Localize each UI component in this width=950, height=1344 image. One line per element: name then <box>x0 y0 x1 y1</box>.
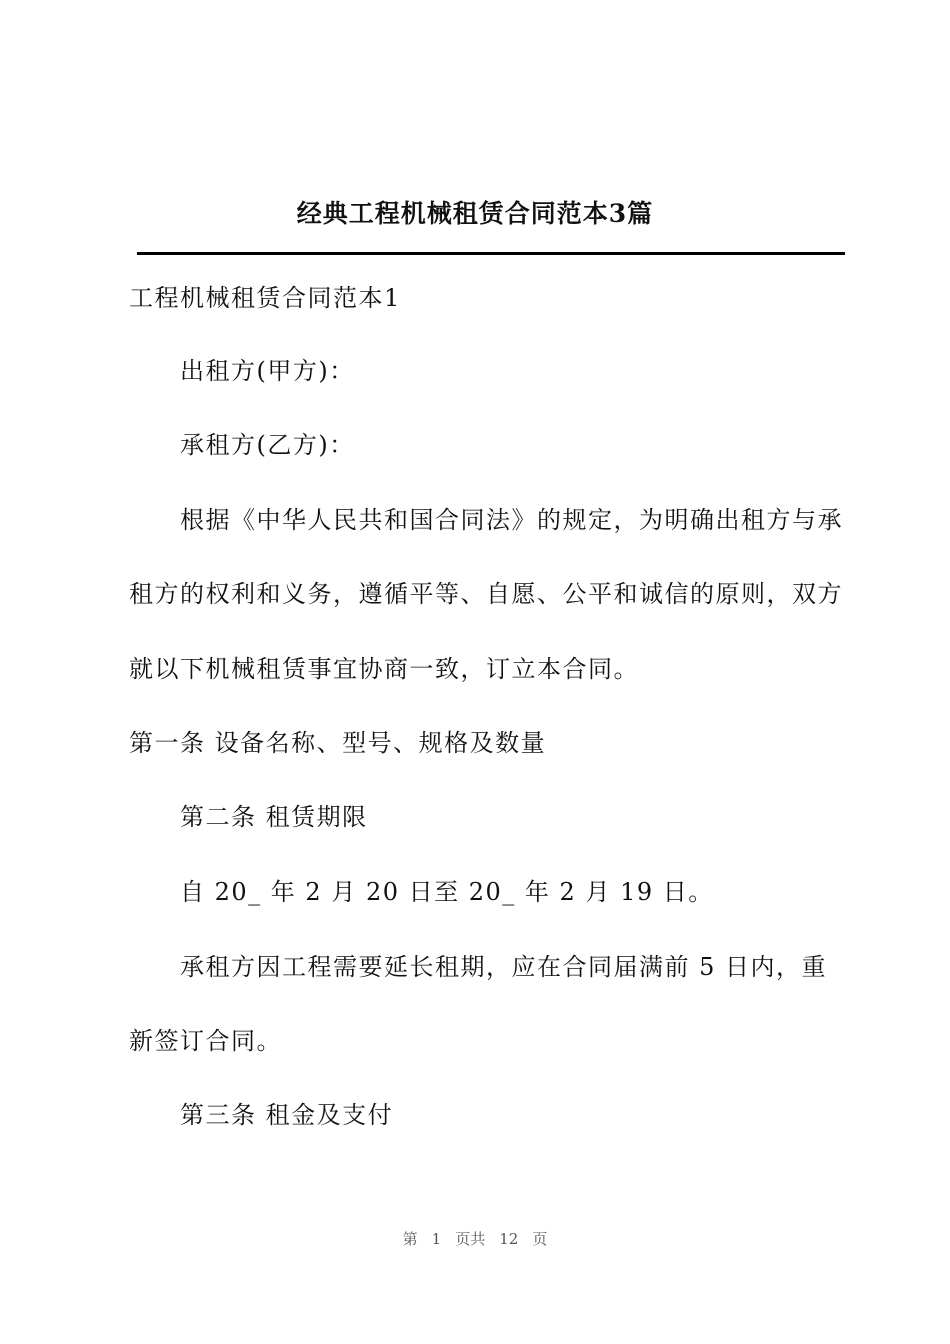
article-heading: 第三条 租金及支付 <box>180 1101 394 1129</box>
footer-suffix: 页 <box>532 1230 548 1248</box>
paragraph-line: 新签订合同。 <box>129 1027 282 1055</box>
title-underline <box>137 252 845 255</box>
section-heading: 工程机械租赁合同范本1 <box>129 284 401 312</box>
lease-term-line: 自 20_ 年 2 月 20 日至 20_ 年 2 月 19 日。 <box>180 878 714 906</box>
article-heading: 第二条 租赁期限 <box>180 803 368 831</box>
footer-middle: 页共 <box>455 1230 486 1248</box>
paragraph-line: 就以下机械租赁事宜协商一致，订立本合同。 <box>129 655 639 683</box>
article-heading: 第一条 设备名称、型号、规格及数量 <box>129 729 547 757</box>
footer-total-pages: 12 <box>499 1230 519 1248</box>
footer-prefix: 第 <box>402 1230 418 1248</box>
lessee-line: 承租方(乙方)： <box>180 431 355 459</box>
paragraph-line: 承租方因工程需要延长租期，应在合同届满前 5 日内，重 <box>180 953 828 981</box>
page-footer <box>0 1229 950 1249</box>
lessor-line: 出租方(甲方)： <box>180 357 355 385</box>
footer-page-number: 1 <box>431 1230 442 1248</box>
paragraph-line: 根据《中华人民共和国合同法》的规定，为明确出租方与承 <box>180 506 843 534</box>
paragraph-line: 租方的权利和义务，遵循平等、自愿、公平和诚信的原则，双方 <box>129 580 843 608</box>
document-title: 经典工程机械租赁合同范本3篇 <box>296 199 654 228</box>
